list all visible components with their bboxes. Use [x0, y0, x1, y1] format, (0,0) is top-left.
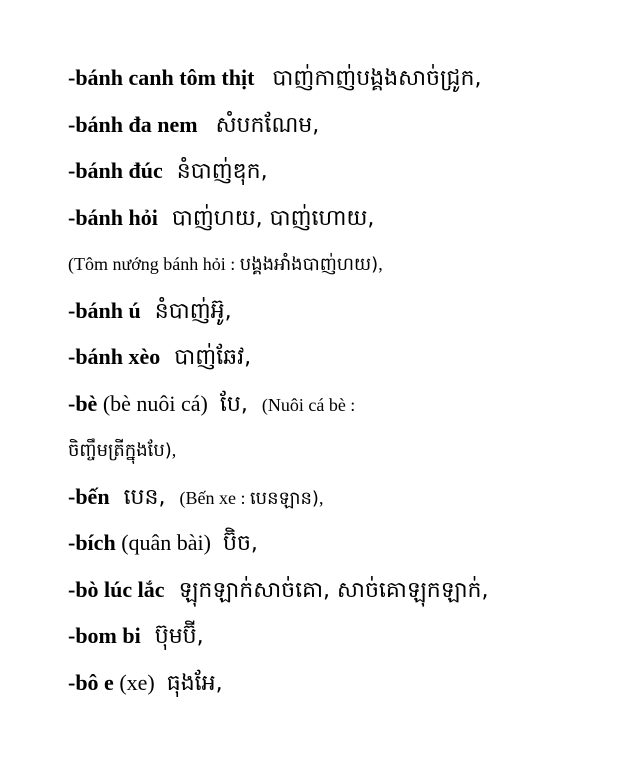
entry-headword: -bò lúc lắc: [68, 576, 165, 602]
entry-headword: -bến: [68, 483, 110, 509]
dictionary-entry: [68, 105, 613, 152]
entry-khmer-meaning: បង្គងអាំងបាញ់ហយ): [239, 254, 379, 275]
dictionary-entry: [68, 58, 613, 105]
entry-punctuation: ,: [378, 254, 383, 274]
entry-khmer-meaning: ឡុកឡាក់សាច់គោ, សាច់គោឡុកឡាក់,: [178, 577, 489, 603]
dictionary-entry: [68, 151, 613, 198]
dictionary-entry: [68, 384, 613, 431]
entry-khmer-meaning: បាញ់ហយ, បាញ់ហោយ,: [171, 205, 375, 231]
entry-khmer-meaning: បែ,: [219, 391, 248, 417]
dictionary-entry: [68, 616, 613, 663]
dictionary-page: [68, 58, 613, 709]
dictionary-entry: [68, 198, 613, 245]
entry-khmer-meaning: សំបកណែម,: [215, 112, 320, 138]
entry-parenthetical: (bè nuôi cá): [97, 390, 208, 416]
entry-headword: -bánh hỏi: [68, 204, 158, 230]
entry-khmer-meaning: បាញ់ឆែវ,: [174, 345, 252, 370]
dictionary-entry: [68, 430, 613, 477]
entry-punctuation: ,: [318, 487, 324, 508]
entry-khmer-meaning: នំបាញ់អ៊ូ,: [154, 298, 232, 324]
entry-headword: -bè: [68, 390, 98, 416]
entry-punctuation: ,: [171, 440, 177, 460]
entry-headword: -bánh canh tôm thịt: [68, 65, 255, 90]
entry-khmer-meaning: បេន,: [123, 484, 166, 510]
entry-example-khmer: បេនឡាន): [249, 487, 319, 509]
entry-parenthetical: (quân bài): [115, 530, 211, 555]
dictionary-entry: [68, 291, 613, 338]
entry-headword: -bom bi: [68, 623, 141, 648]
entry-headword: -bánh đa nem: [68, 111, 198, 137]
entry-example: (Bến xe :: [179, 487, 250, 508]
entry-headword: -bánh đúc: [68, 158, 163, 183]
entry-parenthetical: (xe): [113, 669, 155, 695]
entry-example: (Nuôi cá bè :: [261, 394, 356, 415]
dictionary-entry: [68, 523, 613, 570]
dictionary-entry: [68, 570, 613, 617]
entry-khmer-meaning: ប៊ិច,: [222, 531, 258, 556]
entry-headword: -bánh xèo: [68, 344, 161, 369]
entry-khmer-meaning: ធុងអែ,: [166, 670, 223, 696]
dictionary-entry: [68, 244, 613, 291]
entry-khmer-meaning: នំបាញ់ឌុក,: [176, 159, 268, 184]
entry-khmer-meaning: ចិញ្ចឹមត្រីក្នុងបែ): [68, 440, 172, 461]
entry-khmer-meaning: ប៊ុមប៊ី,: [154, 624, 204, 649]
dictionary-entry: [68, 663, 613, 710]
entry-headword: -bô e: [68, 669, 114, 695]
dictionary-entry: [68, 337, 613, 384]
entry-khmer-meaning: បាញ់កាញ់បង្គងសាច់ជ្រូក,: [272, 66, 482, 91]
entry-headword: (Tôm nướng bánh hỏi :: [68, 254, 240, 274]
dictionary-entry: [68, 477, 613, 524]
entry-headword: -bích: [68, 530, 116, 555]
entry-headword: -bánh ú: [68, 297, 141, 323]
